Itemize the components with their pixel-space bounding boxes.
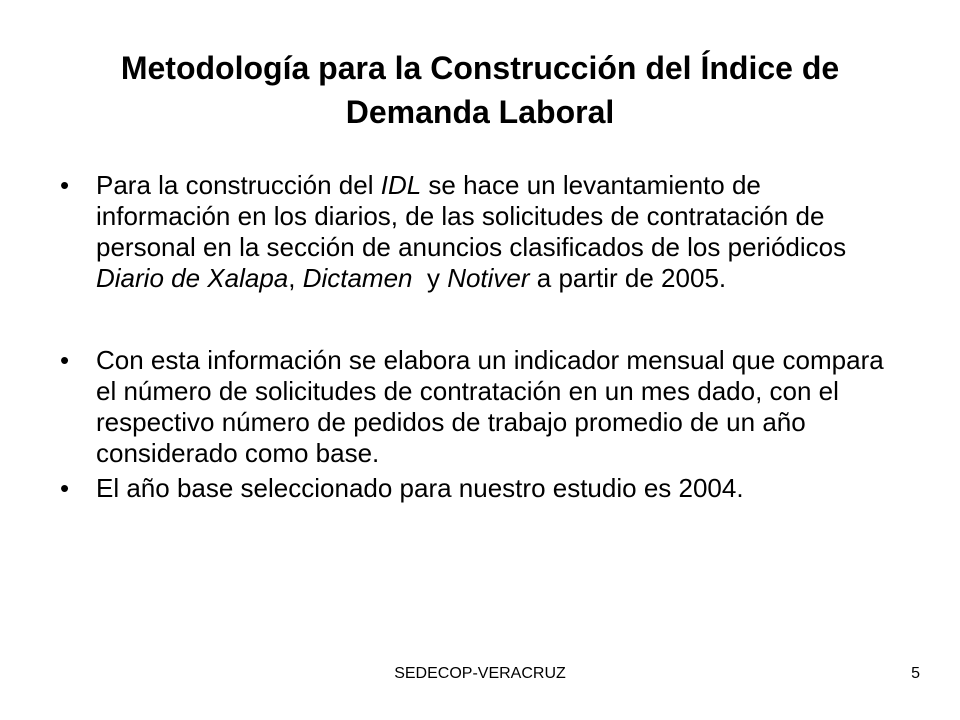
bullet-text-italic: Diario de Xalapa	[96, 263, 289, 293]
bullet-item-base-year	[60, 473, 900, 504]
slide-title-line-1: Metodología para la Construcción del Índice de	[120, 50, 840, 86]
bullet-text: y	[412, 263, 448, 293]
bullet-marker: •	[60, 170, 70, 200]
slide-title-line-2: Demanda Laboral	[345, 94, 615, 130]
bullet-text: a partir de 2005.	[529, 263, 727, 293]
bullet-text: Con esta información se elabora un indicador mensual que compara el número de solicitudes de contratación en un mes dado, con el respectivo número de pedidos de trabajo promedio de un año considerado como base.	[96, 345, 884, 468]
bullet-marker: •	[60, 473, 70, 503]
bullet-text: Para la construcción del	[96, 170, 381, 200]
bullet-list	[60, 170, 900, 504]
bullet-marker: •	[60, 345, 70, 375]
bullet-item-idl-methodology	[60, 170, 900, 294]
slide-title	[48, 46, 912, 134]
page-number: 5	[911, 665, 920, 682]
bullet-text-italic: IDL	[380, 170, 422, 200]
bullet-text: se hace un levantamiento de información en los diarios, de las solicitudes de contratación de personal en la sección de anuncios clasificados de los periódicos	[96, 170, 847, 262]
footer-organization: SEDECOP-VERACRUZ	[394, 665, 566, 682]
bullet-text: ,	[288, 263, 303, 293]
bullet-text: El año base seleccionado para nuestro estudio es 2004.	[96, 473, 744, 503]
bullet-text-italic: Dictamen	[302, 263, 413, 293]
bullet-text-italic: Notiver	[447, 263, 530, 293]
bullet-item-monthly-indicator	[60, 345, 900, 469]
